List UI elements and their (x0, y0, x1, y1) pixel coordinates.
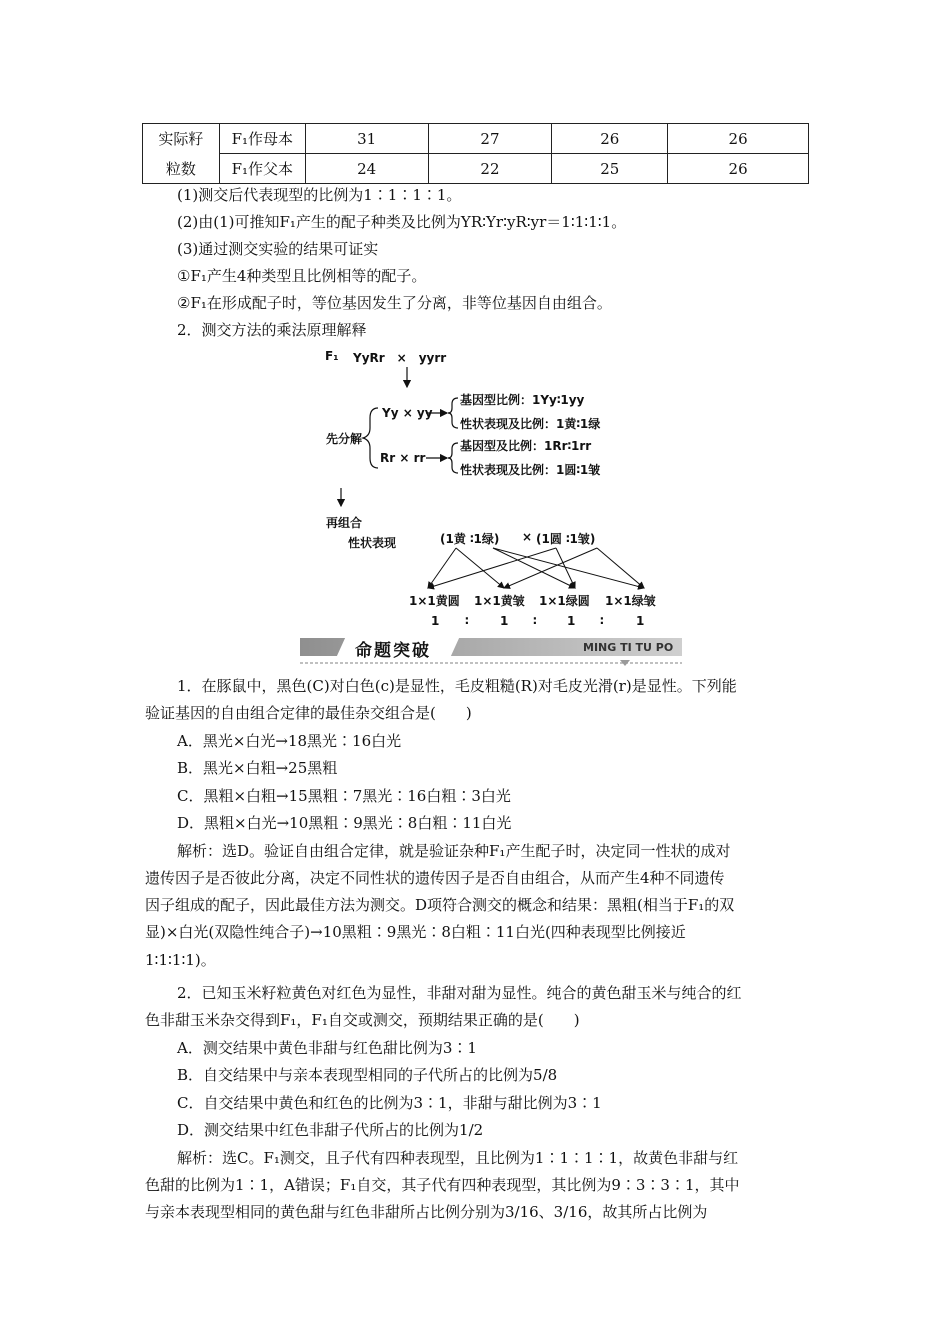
combo-arrow (493, 548, 575, 588)
ratio-item: 1 (567, 614, 576, 628)
q1-stem: 1．在豚鼠中，黑色(C)对白色(c)是显性，毛皮粗糙(R)对毛皮光滑(r)是显性。下列能 (177, 677, 737, 695)
q1-option-c: C．黑粗×白粗→15黑粗∶7黑光∶16白粗∶3白光 (177, 787, 511, 805)
combo-arrow (456, 548, 504, 588)
combo-arrow (556, 548, 575, 588)
table-cell: 31 (305, 124, 428, 154)
yy-cross: Yy × yy (382, 406, 433, 420)
banner-title: 命题突破 (355, 641, 431, 661)
table-cell: 26 (552, 124, 668, 154)
table-cell: 24 (305, 154, 428, 184)
table-cell: 26 (668, 124, 809, 154)
yy-genotype: 基因型比例：1Yy∶1yy (460, 393, 585, 407)
section-heading: 2．测交方法的乘法原理解释 (177, 321, 367, 339)
q1-option-b: B．黑光×白粗→25黑粗 (177, 759, 338, 777)
q1-option-d: D．黑粗×白光→10黑粗∶9黑光∶8白粗∶11白光 (177, 814, 512, 832)
q2-option-a: A．测交结果中黄色非甜与红色甜比例为3∶1 (177, 1039, 477, 1057)
q1-option-a: A．黑光×白光→18黑光∶16白光 (177, 732, 402, 750)
brace-left (363, 408, 378, 468)
table-cell-label: F₁作父本 (219, 154, 305, 184)
ratio-item: ∶ (600, 614, 604, 628)
rr-phenotype: 性状表现及比例：1圆∶1皱 (460, 463, 601, 477)
q2-option-d: D．测交结果中红色非甜子代所占的比例为1/2 (177, 1121, 484, 1139)
q1-analysis: 1∶1∶1∶1)。 (145, 951, 216, 969)
row-header-top: 实际籽 (143, 124, 220, 154)
row-header-bottom: 粒数 (143, 154, 220, 184)
result-yellow-round: 1×1黄圆 (409, 594, 460, 608)
q2-option-b: B．自交结果中与亲本表现型相同的子代所占的比例为5/8 (177, 1066, 558, 1084)
table-cell: 27 (428, 124, 552, 154)
q2-analysis: 与亲本表现型相同的黄色甜与红色非甜所占比例分别为3/16、3/16，故其所占比例为 (145, 1203, 708, 1221)
product-times: × (522, 530, 533, 544)
q2-stem: 色非甜玉米杂交得到F₁，F₁自交或测交，预期结果正确的是( ) (145, 1011, 580, 1029)
combo-arrow (428, 548, 456, 588)
q2-stem: 2．已知玉米籽粒黄色对红色为显性，非甜对甜为显性。纯合的黄色甜玉米与纯合的红 (177, 984, 742, 1002)
combo-arrow (493, 548, 644, 588)
parent-f1: F₁ (325, 349, 339, 363)
note-line: (1)测交后代表现型的比例为1∶1∶1∶1。 (177, 186, 462, 204)
q2-option-c: C．自交结果中黄色和红色的比例为3∶1，非甜与甜比例为3∶1 (177, 1094, 602, 1112)
ratio-item: 1 (500, 614, 509, 628)
q1-analysis: 因子组成的配子，因此最佳方法为测交。D项符合测交的概念和结果：黑粗(相当于F₁的双 (145, 896, 735, 914)
combo-arrow (428, 548, 556, 588)
step-phenotype: 性状表现 (348, 536, 397, 550)
step-recombine: 再组合 (326, 516, 363, 530)
parent-cross: YyRr × yyrr (353, 351, 447, 365)
product-right: (1圆 ∶1皱) (536, 532, 596, 546)
note-line: ①F₁产生4种类型且比例相等的配子。 (177, 267, 427, 285)
result-green-wrinkled: 1×1绿皱 (605, 594, 656, 608)
rr-genotype: 基因型及比例：1Rr∶1rr (460, 439, 592, 453)
ratio-item: 1 (431, 614, 440, 628)
q1-analysis: 解析：选D。验证自由组合定律，就是验证杂种F₁产生配子时，决定同一性状的成对 (177, 842, 731, 860)
yy-phenotype: 性状表现及比例：1黄∶1绿 (460, 417, 601, 431)
product-left: (1黄 ∶1绿) (440, 532, 500, 546)
banner-subtitle: MING TI TU PO (583, 641, 674, 654)
ratio-item: ∶ (465, 614, 469, 628)
step-decompose: 先分解 (326, 432, 363, 446)
q1-analysis: 遗传因子是否彼此分离，决定不同性状的遗传因子是否自由组合，从而产生4种不同遗传 (145, 869, 725, 887)
table-cell: 26 (668, 154, 809, 184)
rr-cross: Rr × rr (380, 451, 426, 465)
brace-yy (448, 398, 458, 428)
result-green-round: 1×1绿圆 (539, 594, 590, 608)
q2-analysis: 色甜的比例为1∶1，A错误；F₁自交，其子代有四种表现型，其比例为9∶3∶3∶1，其中 (145, 1176, 740, 1194)
table-cell: 25 (552, 154, 668, 184)
q1-stem: 验证基因的自由组合定律的最佳杂交组合是( ) (145, 704, 472, 722)
q2-analysis: 解析：选C。F₁测交，且子代有四种表现型，且比例为1∶1∶1∶1，故黄色非甜与红 (177, 1149, 739, 1167)
result-yellow-wrinkled: 1×1黄皱 (474, 594, 525, 608)
note-line: (2)由(1)可推知F₁产生的配子种类及比例为YR∶Yr∶yR∶yr＝1∶1∶1∶1。 (177, 213, 627, 231)
combo-arrow (504, 548, 597, 588)
table-cell-label: F₁作母本 (219, 124, 305, 154)
q1-analysis: 显)×白光(双隐性纯合子)→10黑粗∶9黑光∶8白粗∶11白光(四种表现型比例接近 (145, 923, 686, 941)
note-line: ②F₁在形成配子时，等位基因发生了分离，非等位基因自由组合。 (177, 294, 612, 312)
table-cell: 22 (428, 154, 552, 184)
brace-rr (448, 443, 458, 473)
ratio-item: 1 (636, 614, 645, 628)
note-line: (3)通过测交实验的结果可证实 (177, 240, 379, 258)
ratio-item: ∶ (533, 614, 537, 628)
